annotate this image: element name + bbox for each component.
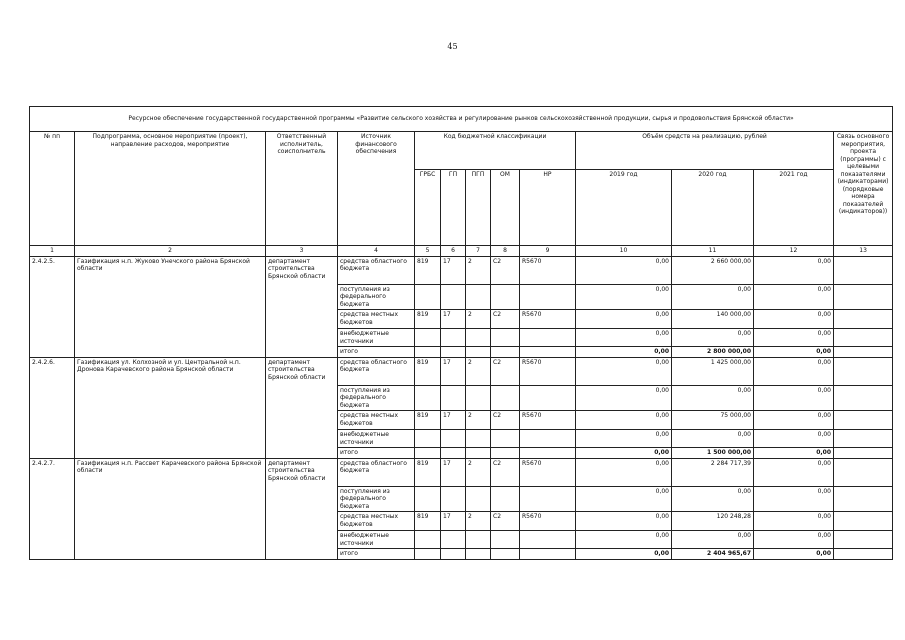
funding-source: средства областного бюджета xyxy=(338,458,415,486)
code-nr xyxy=(520,549,576,560)
code-nr: R5670 xyxy=(520,411,576,430)
code-grbs xyxy=(415,329,441,347)
code-om xyxy=(491,549,520,560)
amount-2021: 0,00 xyxy=(754,347,834,358)
code-gp xyxy=(441,549,466,560)
column-number: 7 xyxy=(466,246,491,257)
amount-2019: 0,00 xyxy=(576,549,672,560)
indicator-link xyxy=(834,448,893,459)
indicator-link xyxy=(834,458,893,486)
code-nr: R5670 xyxy=(520,357,576,385)
code-grbs xyxy=(415,347,441,358)
amount-2020: 2 404 965,67 xyxy=(672,549,754,560)
code-gp: 17 xyxy=(441,310,466,329)
header-pgp: ПГП xyxy=(466,170,491,246)
header-nr: НР xyxy=(520,170,576,246)
amount-2020: 0,00 xyxy=(672,430,754,448)
amount-2020: 2 660 000,00 xyxy=(672,256,754,284)
page-number: 45 xyxy=(447,42,458,51)
amount-2019: 0,00 xyxy=(576,357,672,385)
code-om xyxy=(491,329,520,347)
header-executor: Ответственный исполнитель, соисполнитель xyxy=(266,132,338,246)
amount-2019: 0,00 xyxy=(576,512,672,531)
amount-2021: 0,00 xyxy=(754,329,834,347)
code-om xyxy=(491,347,520,358)
indicator-link xyxy=(834,329,893,347)
header-2020: 2020 год xyxy=(672,170,754,246)
resource-table xyxy=(29,106,893,560)
indicator-link xyxy=(834,256,893,284)
code-om: С2 xyxy=(491,256,520,284)
code-grbs: 819 xyxy=(415,411,441,430)
code-gp xyxy=(441,347,466,358)
funding-source: поступления из федерального бюджета xyxy=(338,385,415,411)
code-pgp xyxy=(466,347,491,358)
code-pgp: 2 xyxy=(466,411,491,430)
code-gp xyxy=(441,531,466,549)
amount-2021: 0,00 xyxy=(754,256,834,284)
code-nr xyxy=(520,448,576,459)
funding-source: внебюджетные источники xyxy=(338,329,415,347)
amount-2019: 0,00 xyxy=(576,411,672,430)
code-nr: R5670 xyxy=(520,310,576,329)
code-pgp xyxy=(466,549,491,560)
indicator-link xyxy=(834,357,893,385)
code-gp xyxy=(441,486,466,512)
code-grbs: 819 xyxy=(415,512,441,531)
executor-name: департамент строительства Брянской области xyxy=(266,256,338,357)
funding-source: поступления из федерального бюджета xyxy=(338,486,415,512)
indicator-link xyxy=(834,385,893,411)
indicator-link xyxy=(834,430,893,448)
amount-2021: 0,00 xyxy=(754,310,834,329)
executor-name: департамент строительства Брянской области xyxy=(266,458,338,559)
code-nr: R5670 xyxy=(520,256,576,284)
code-pgp xyxy=(466,284,491,310)
code-pgp: 2 xyxy=(466,357,491,385)
funding-source: средства областного бюджета xyxy=(338,357,415,385)
code-pgp: 2 xyxy=(466,458,491,486)
code-om: С2 xyxy=(491,357,520,385)
funding-source: внебюджетные источники xyxy=(338,430,415,448)
code-gp xyxy=(441,430,466,448)
code-nr xyxy=(520,385,576,411)
amount-2020: 1 500 000,00 xyxy=(672,448,754,459)
code-pgp xyxy=(466,448,491,459)
code-om: С2 xyxy=(491,512,520,531)
code-gp: 17 xyxy=(441,411,466,430)
code-nr xyxy=(520,486,576,512)
code-gp xyxy=(441,329,466,347)
amount-2019: 0,00 xyxy=(576,310,672,329)
code-gp: 17 xyxy=(441,357,466,385)
column-number: 8 xyxy=(491,246,520,257)
amount-2021: 0,00 xyxy=(754,458,834,486)
code-gp: 17 xyxy=(441,512,466,531)
column-number: 2 xyxy=(75,246,266,257)
amount-2020: 0,00 xyxy=(672,284,754,310)
amount-2021: 0,00 xyxy=(754,385,834,411)
code-om xyxy=(491,448,520,459)
indicator-link xyxy=(834,549,893,560)
code-om xyxy=(491,284,520,310)
amount-2019: 0,00 xyxy=(576,430,672,448)
amount-2021: 0,00 xyxy=(754,430,834,448)
amount-2020: 120 248,28 xyxy=(672,512,754,531)
code-nr xyxy=(520,329,576,347)
column-number: 10 xyxy=(576,246,672,257)
column-number: 13 xyxy=(834,246,893,257)
code-grbs xyxy=(415,531,441,549)
code-pgp: 2 xyxy=(466,310,491,329)
row-number: 2.4.2.7. xyxy=(30,458,75,559)
amount-2019: 0,00 xyxy=(576,347,672,358)
executor-name: департамент строительства Брянской области xyxy=(266,357,338,458)
code-om xyxy=(491,430,520,448)
funding-source: поступления из федерального бюджета xyxy=(338,284,415,310)
row-number: 2.4.2.6. xyxy=(30,357,75,458)
funding-source: средства местных бюджетов xyxy=(338,512,415,531)
amount-2020: 0,00 xyxy=(672,486,754,512)
code-om: С2 xyxy=(491,411,520,430)
code-gp xyxy=(441,448,466,459)
amount-2019: 0,00 xyxy=(576,448,672,459)
indicator-link xyxy=(834,411,893,430)
header-link: Связь основного мероприятия, проекта (программы) с целевыми показателями (индикаторами) (порядковые номера показателей (индикаторов)) xyxy=(834,132,893,246)
amount-2021: 0,00 xyxy=(754,549,834,560)
indicator-link xyxy=(834,284,893,310)
code-grbs xyxy=(415,486,441,512)
code-grbs xyxy=(415,385,441,411)
header-source: Источник финансового обеспечения xyxy=(338,132,415,246)
amount-2019: 0,00 xyxy=(576,284,672,310)
measure-name: Газификация н.п. Рассвет Карачевского района Брянской области xyxy=(75,458,266,559)
indicator-link xyxy=(834,531,893,549)
code-pgp xyxy=(466,486,491,512)
table-title: Ресурсное обеспечение государственной государственной программы «Развитие сельского хозяйства и регулирование рынков сельскохозяйственной продукции, сырья и продовольствия Брянской области» xyxy=(30,107,893,132)
code-om xyxy=(491,385,520,411)
code-gp: 17 xyxy=(441,458,466,486)
funding-source: итого xyxy=(338,448,415,459)
amount-2021: 0,00 xyxy=(754,486,834,512)
header-budget-code: Код бюджетной классификации xyxy=(415,132,576,170)
amount-2020: 140 000,00 xyxy=(672,310,754,329)
code-om: С2 xyxy=(491,458,520,486)
amount-2020: 2 800 000,00 xyxy=(672,347,754,358)
column-number-row xyxy=(30,246,893,257)
indicator-link xyxy=(834,347,893,358)
amount-2021: 0,00 xyxy=(754,512,834,531)
amount-2020: 75 000,00 xyxy=(672,411,754,430)
header-2019: 2019 год xyxy=(576,170,672,246)
funding-source: средства местных бюджетов xyxy=(338,310,415,329)
funding-source: внебюджетные источники xyxy=(338,531,415,549)
code-pgp: 2 xyxy=(466,256,491,284)
code-nr xyxy=(520,284,576,310)
measure-name: Газификация ул. Колхозной и ул. Центральной н.п. Дронова Карачевского района Брянской области xyxy=(75,357,266,458)
code-nr xyxy=(520,347,576,358)
table-row xyxy=(30,357,893,385)
column-number: 11 xyxy=(672,246,754,257)
table-row xyxy=(30,256,893,284)
header-volume: Объём средств на реализацию, рублей xyxy=(576,132,834,170)
funding-source: итого xyxy=(338,549,415,560)
code-grbs: 819 xyxy=(415,357,441,385)
column-number: 6 xyxy=(441,246,466,257)
amount-2020: 1 425 000,00 xyxy=(672,357,754,385)
amount-2021: 0,00 xyxy=(754,284,834,310)
code-grbs xyxy=(415,549,441,560)
header-gp: ГП xyxy=(441,170,466,246)
code-grbs: 819 xyxy=(415,256,441,284)
code-gp: 17 xyxy=(441,256,466,284)
column-number: 5 xyxy=(415,246,441,257)
amount-2020: 0,00 xyxy=(672,531,754,549)
indicator-link xyxy=(834,486,893,512)
measure-name: Газификация н.п. Жуково Унечского района Брянской области xyxy=(75,256,266,357)
amount-2020: 0,00 xyxy=(672,385,754,411)
column-number: 1 xyxy=(30,246,75,257)
header-subprogram: Подпрограмма, основное мероприятие (проект), направление расходов, мероприятие xyxy=(75,132,266,246)
code-om: С2 xyxy=(491,310,520,329)
code-pgp: 2 xyxy=(466,512,491,531)
code-nr: R5670 xyxy=(520,512,576,531)
code-nr xyxy=(520,430,576,448)
amount-2019: 0,00 xyxy=(576,458,672,486)
code-pgp xyxy=(466,329,491,347)
code-om xyxy=(491,486,520,512)
amount-2019: 0,00 xyxy=(576,531,672,549)
code-grbs xyxy=(415,448,441,459)
amount-2019: 0,00 xyxy=(576,385,672,411)
funding-source: итого xyxy=(338,347,415,358)
column-number: 3 xyxy=(266,246,338,257)
column-number: 9 xyxy=(520,246,576,257)
indicator-link xyxy=(834,310,893,329)
code-gp xyxy=(441,385,466,411)
code-nr xyxy=(520,531,576,549)
code-pgp xyxy=(466,430,491,448)
funding-source: средства областного бюджета xyxy=(338,256,415,284)
column-number: 4 xyxy=(338,246,415,257)
amount-2021: 0,00 xyxy=(754,357,834,385)
amount-2020: 2 284 717,39 xyxy=(672,458,754,486)
code-pgp xyxy=(466,385,491,411)
amount-2021: 0,00 xyxy=(754,448,834,459)
amount-2021: 0,00 xyxy=(754,531,834,549)
header-2021: 2021 год xyxy=(754,170,834,246)
amount-2019: 0,00 xyxy=(576,329,672,347)
code-grbs xyxy=(415,430,441,448)
amount-2019: 0,00 xyxy=(576,256,672,284)
column-number: 12 xyxy=(754,246,834,257)
code-pgp xyxy=(466,531,491,549)
table-row xyxy=(30,458,893,486)
funding-source: средства местных бюджетов xyxy=(338,411,415,430)
header-om: ОМ xyxy=(491,170,520,246)
header-num: № пп xyxy=(30,132,75,246)
header-grbs: ГРБС xyxy=(415,170,441,246)
code-grbs xyxy=(415,284,441,310)
code-gp xyxy=(441,284,466,310)
code-grbs: 819 xyxy=(415,310,441,329)
indicator-link xyxy=(834,512,893,531)
amount-2019: 0,00 xyxy=(576,486,672,512)
row-number: 2.4.2.5. xyxy=(30,256,75,357)
code-om xyxy=(491,531,520,549)
amount-2021: 0,00 xyxy=(754,411,834,430)
code-grbs: 819 xyxy=(415,458,441,486)
amount-2020: 0,00 xyxy=(672,329,754,347)
code-nr: R5670 xyxy=(520,458,576,486)
